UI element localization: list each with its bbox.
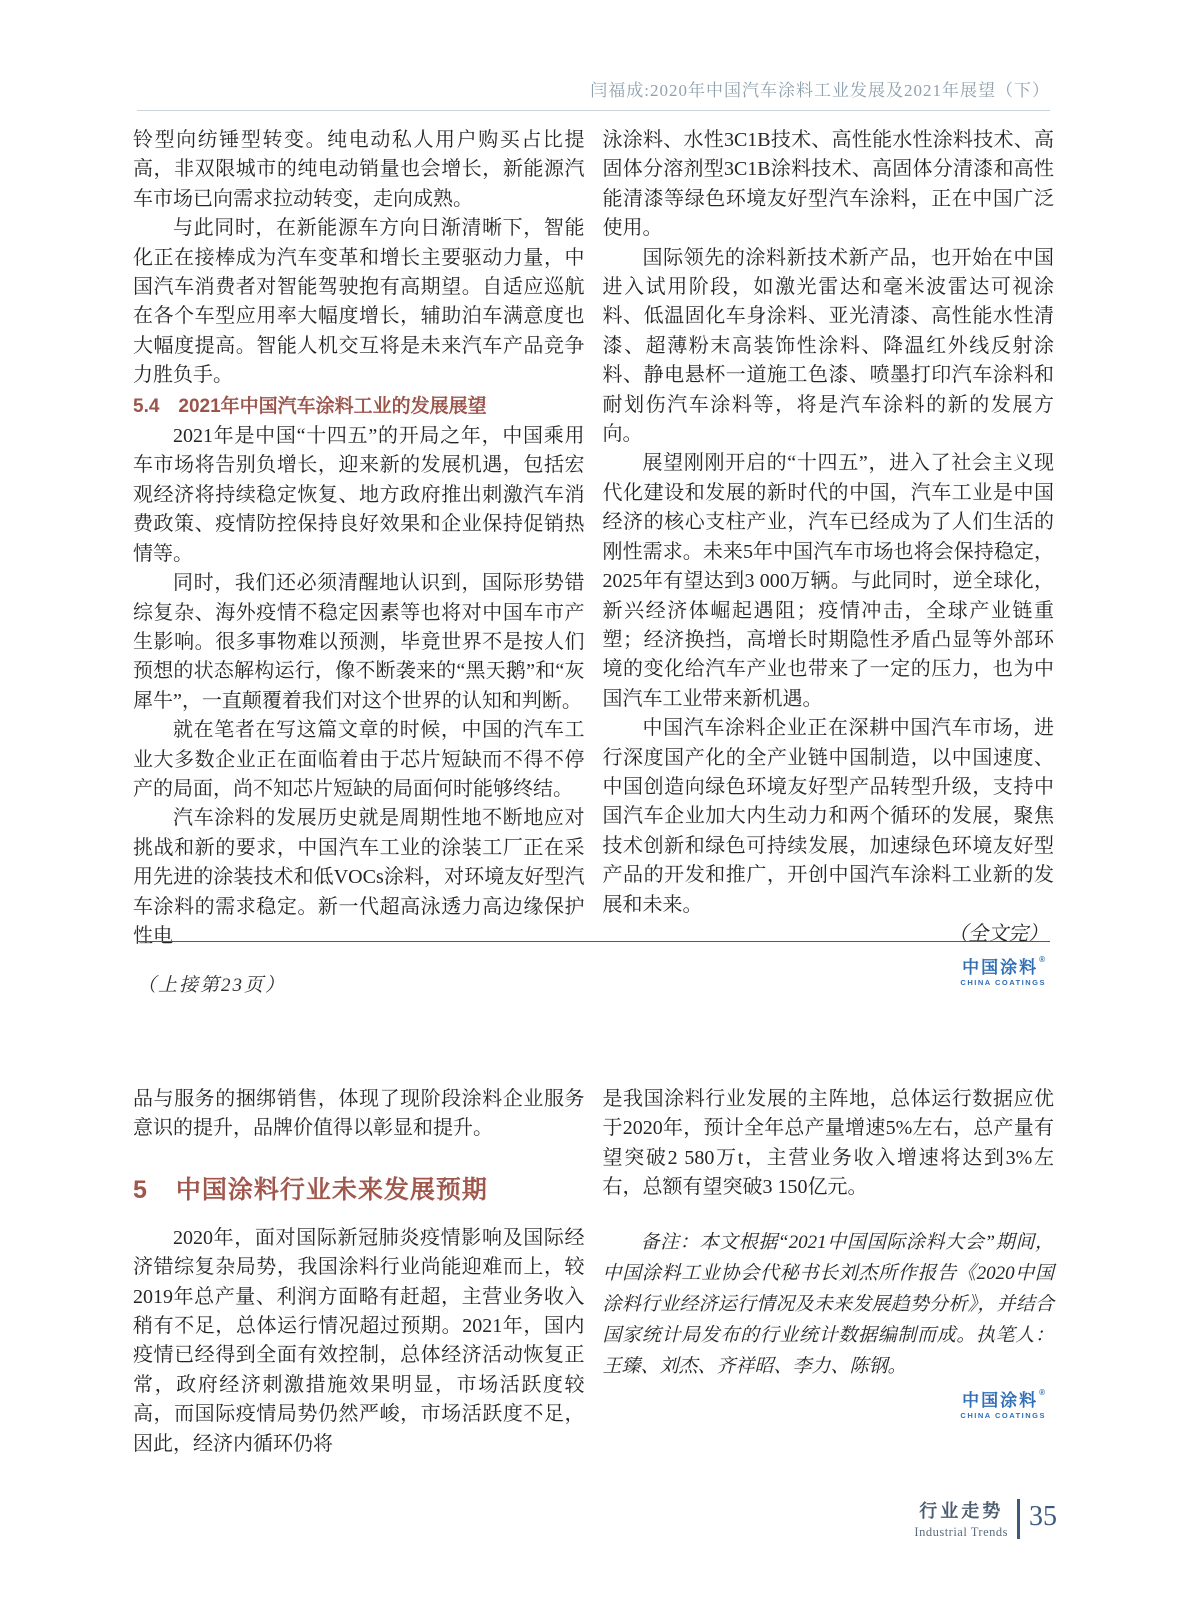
paragraph: 2020年，面对国际新冠肺炎疫情影响及国际经济错综复杂局势，我国涂料行业尚能迎难而上，较2019年总产量、利润方面略有赶超，主营业务收入稍有不足，总体运行情况超过预期。2021年，国内疫情已经得到全面有效控制，总体经济活动恢复正常，政府经济刺激措施效果明显，市场活跃度较高，而国际疫情局势仍然严峻，市场活跃度不足，因此，经济内循环仍将 xyxy=(133,1226,585,1455)
footer-divider-bar xyxy=(1017,1499,1020,1539)
registered-mark-icon: ® xyxy=(1039,955,1047,965)
page-number: 35 xyxy=(1029,1501,1057,1532)
paragraph: 2021年是中国“十四五”的开局之年，中国乘用车市场将告别负增长，迎来新的发展机遇，包括宏观经济将持续稳定恢复、地方政府推出刺激汽车消费政策、疫情防控保持良好效果和企业保持促销热情等。 xyxy=(133,425,585,565)
bottom-right-column xyxy=(603,1085,1055,1459)
paragraph: 泳涂料、水性3C1B技术、高性能水性涂料技术、高固体分溶剂型3C1B涂料技术、高固体分清漆和高性能清漆等绿色环境友好型汽车涂料，正在中国广泛使用。 xyxy=(602,129,1054,240)
top-article xyxy=(133,126,1054,987)
paragraph: 与此同时，在新能源车方向日渐清晰下，智能化正在接棒成为汽车变革和增长主要驱动力量，中国汽车消费者对智能驾驶抱有高期望。自适应巡航在各个车型应用率大幅度增长，辅助泊车满意度也大幅度提高。智能人机交互将是未来汽车产品竞争力胜负手。 xyxy=(133,217,585,387)
logo-cn-text: 中国涂料® xyxy=(962,955,1047,978)
bottom-article xyxy=(133,1085,1054,1459)
top-left-column xyxy=(133,126,585,987)
section-number: 5 xyxy=(133,1175,148,1204)
section-title: 中国涂料行业未来发展预期 xyxy=(175,1175,488,1204)
logo-en-text: CHINA COATINGS xyxy=(960,1410,1046,1420)
footer-section-label-cn: 行业走势 xyxy=(919,1501,1004,1521)
paragraph: 中国汽车涂料企业正在深耕中国汽车市场，进行深度国产化的全产业链中国制造，以中国速度、中国创造向绿色环境友好型产品转型升级，支持中国汽车企业加大内生动力和两个循环的发展，聚焦技术创新和绿色可持续发展，加速绿色环境友好型产品的开发和推广，开创中国汽车涂料工业新的发展和未来。 xyxy=(602,717,1054,916)
paragraph: 是我国涂料行业发展的主阵地，总体运行数据应优于2020年，预计全年总产量增速5%左右，总产量有望突破2 580万t，主营业务收入增速将达到3%左右，总额有望突破3 150亿元。 xyxy=(602,1088,1054,1199)
paragraph: 同时，我们还必须清醒地认识到，国际形势错综复杂、海外疫情不稳定因素等也将对中国车市产生影响。很多事物难以预测，毕竟世界不是按人们预想的状态解构运行，像不断袭来的“黑天鹅”和“灰犀牛”，一直颠覆着我们对这个世界的认知和判断。 xyxy=(133,572,585,712)
page-footer xyxy=(914,1497,1057,1540)
paragraph: 国际领先的涂料新技术新产品，也开始在中国进入试用阶段，如激光雷达和毫米波雷达可视涂料、低温固化车身涂料、亚光清漆、高性能水性清漆、超薄粉末高装饰性涂料、降温红外线反射涂料、静电悬杯一道施工色漆、喷墨打印汽车涂料和耐划伤汽车涂料等，将是汽车涂料的新的发展方向。 xyxy=(602,246,1054,446)
continuation-note: （上接第23页） xyxy=(137,975,287,996)
paragraph: 汽车涂料的发展历史就是周期性地不断地应对挑战和新的要求，中国汽车工业的涂装工厂正在采用先进的涂装技术和低VOCs涂料，对环境友好型汽车涂料的需求稳定。新一代超高泳透力高边缘保护性电 xyxy=(133,807,585,947)
section-heading-5-4: 5.4 2021年中国汽车涂料工业的发展展望 xyxy=(133,395,487,417)
paragraph: 就在笔者在写这篇文章的时候，中国的汽车工业大多数企业正在面临着由于芯片短缺而不得不停产的局面，尚不知芯片短缺的局面何时能够终结。 xyxy=(133,719,585,800)
section-heading-5 xyxy=(133,1170,585,1206)
top-right-column xyxy=(603,126,1055,987)
footer-section-labels xyxy=(914,1497,1008,1540)
china-coatings-logo xyxy=(603,955,1055,988)
paragraph: 铃型向纺锤型转变。纯电动私人用户购买占比提高，非双限城市的纯电动销量也会增长，新能源汽车市场已向需求拉动转变，走向成熟。 xyxy=(133,129,585,210)
logo-cn-text: 中国涂料® xyxy=(962,1387,1047,1410)
logo-en-text: CHINA COATINGS xyxy=(960,978,1046,988)
registered-mark-icon: ® xyxy=(1039,1387,1047,1397)
china-coatings-logo xyxy=(603,1387,1055,1420)
editor-note-paragraph: 备注：本文根据“2021中国国际涂料大会”期间，中国涂料工业协会代秘书长刘杰所作报告《2020中国涂料行业经济运行情况及未来发展趋势分析》，并结合国家统计局发布的行业统计数据编制而成。执笔人：王臻、刘杰、齐祥昭、李力、陈钢。 xyxy=(602,1231,1054,1377)
running-header-title: 闫福成:2020年中国汽车涂料工业发展及2021年展望（下） xyxy=(137,76,1050,111)
paragraph: 展望刚刚开启的“十四五”，进入了社会主义现代化建设和发展的新时代的中国，汽车工业是中国经济的核心支柱产业，汽车已经成为了人们生活的刚性需求。未来5年中国汽车市场也将会保持稳定，2025年有望达到3 000万辆。与此同时，逆全球化，新兴经济体崛起遇阻；疫情冲击，全球产业链重塑；经济换挡，高增长时期隐性矛盾凸显等外部环境的变化给汽车产业也带来了一定的压力，也为中国汽车工业带来新机遇。 xyxy=(602,452,1054,710)
bottom-left-column xyxy=(133,1085,585,1459)
paragraph: 品与服务的捆绑销售，体现了现阶段涂料企业服务意识的提升，品牌价值得以彰显和提升。 xyxy=(133,1088,585,1140)
end-of-text-note: （全文完） xyxy=(948,922,1048,945)
section-divider-rule xyxy=(137,941,1050,942)
footer-section-label-en: Industrial Trends xyxy=(914,1525,1008,1539)
